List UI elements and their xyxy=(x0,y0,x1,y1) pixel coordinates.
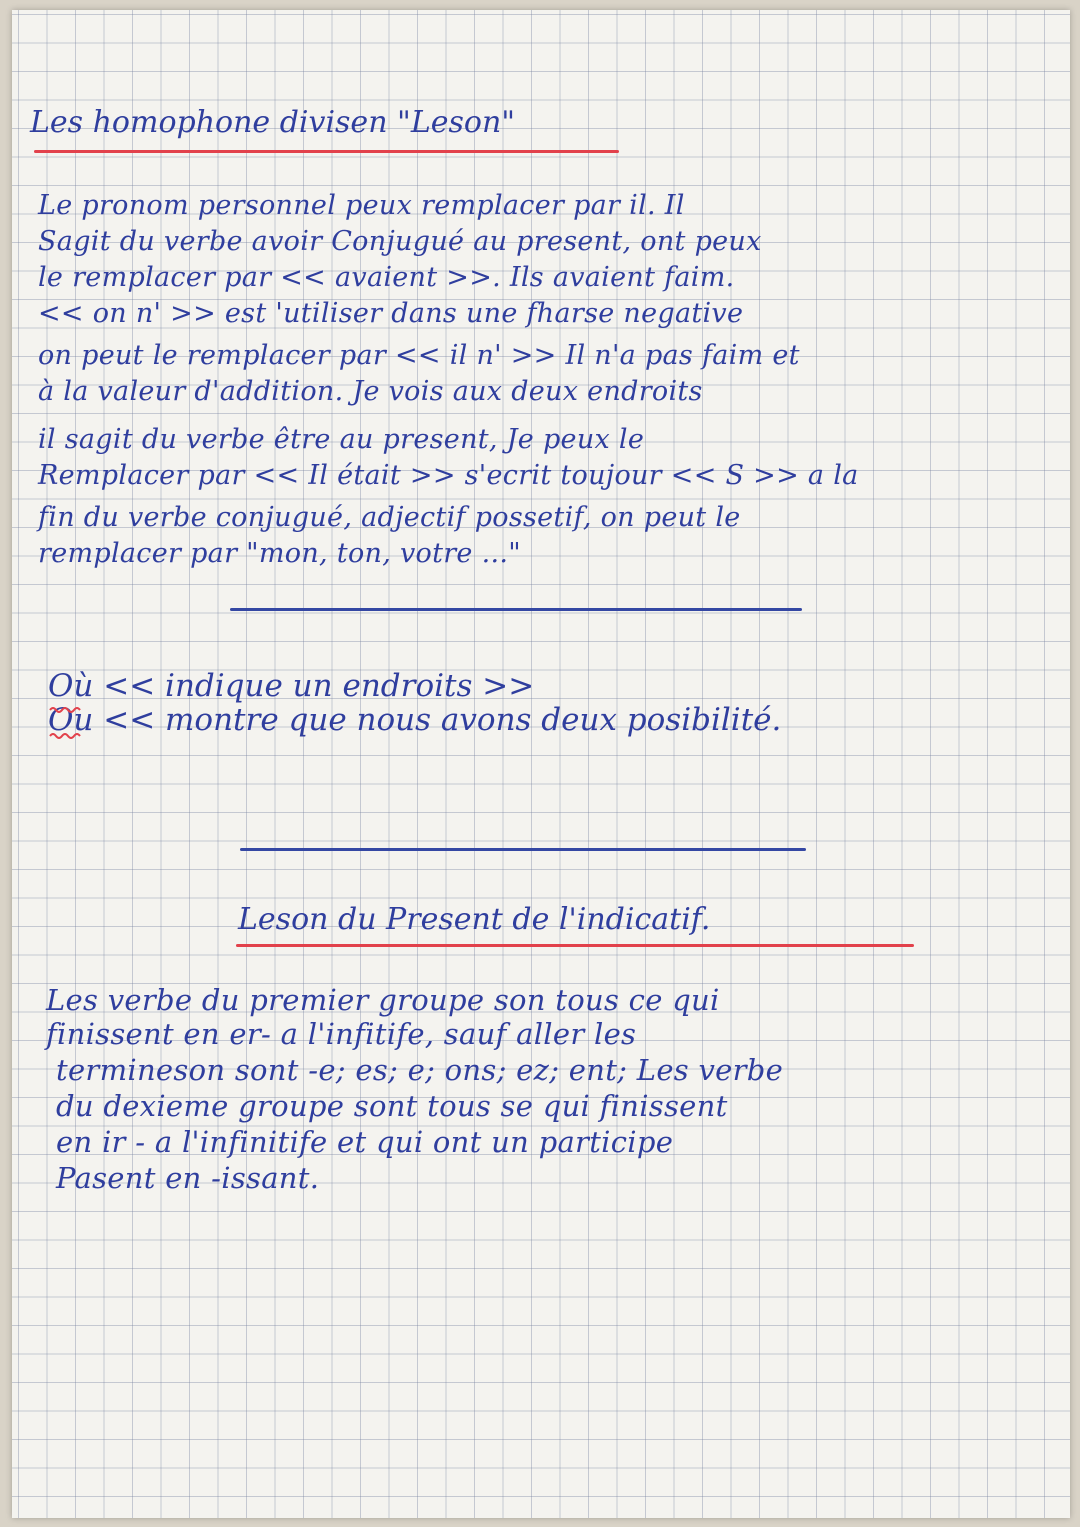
section3-line: Les verbe du premier groupe son tous ce qui xyxy=(46,983,720,1017)
section1-line: remplacer par "mon, ton, votre ..." xyxy=(38,538,521,569)
section1-line: << on n' >> est 'utiliser dans une fharse negative xyxy=(38,298,744,329)
squiggle-underline xyxy=(48,704,88,740)
separator-line xyxy=(230,608,802,611)
section1-line: Sagit du verbe avoir Conjugué au present, ont peux xyxy=(38,226,762,257)
section2-line: Ou << montre que nous avons deux posibilité. xyxy=(48,702,782,738)
section1-line: fin du verbe conjugué, adjectif possetif, on peut le xyxy=(38,502,741,533)
separator-line xyxy=(240,848,806,851)
section1-line: on peut le remplacer par << il n' >> Il n'a pas faim et xyxy=(38,340,800,371)
section1-line: Remplacer par << Il était >> s'ecrit toujour << S >> a la xyxy=(38,460,859,491)
section3-line: Pasent en -issant. xyxy=(56,1161,320,1195)
section1-title: Les homophone divisen "Leson" xyxy=(30,105,516,140)
section3-line: du dexieme groupe sont tous se qui finissent xyxy=(56,1089,728,1123)
section1-line: à la valeur d'addition. Je vois aux deux endroits xyxy=(38,376,703,407)
section3-title: Leson du Present de l'indicatif. xyxy=(238,902,711,937)
section1-line: le remplacer par << avaient >>. Ils avaient faim. xyxy=(38,262,735,293)
section1-line: Le pronom personnel peux remplacer par il. Il xyxy=(38,190,685,221)
section3-line: termineson sont -e; es; e; ons; ez; ent; Les verbe xyxy=(56,1053,784,1087)
section3-line: finissent en er- a l'infitife, sauf aller les xyxy=(46,1017,637,1051)
section3-line: en ir - a l'infinitife et qui ont un participe xyxy=(56,1125,674,1159)
section2-line: Où << indique un endroits >> xyxy=(48,668,535,704)
notebook-page xyxy=(12,10,1070,1518)
section3-title-underline xyxy=(236,944,914,947)
section1-line: il sagit du verbe être au present, Je peux le xyxy=(38,424,645,455)
section1-title-underline xyxy=(34,150,619,153)
